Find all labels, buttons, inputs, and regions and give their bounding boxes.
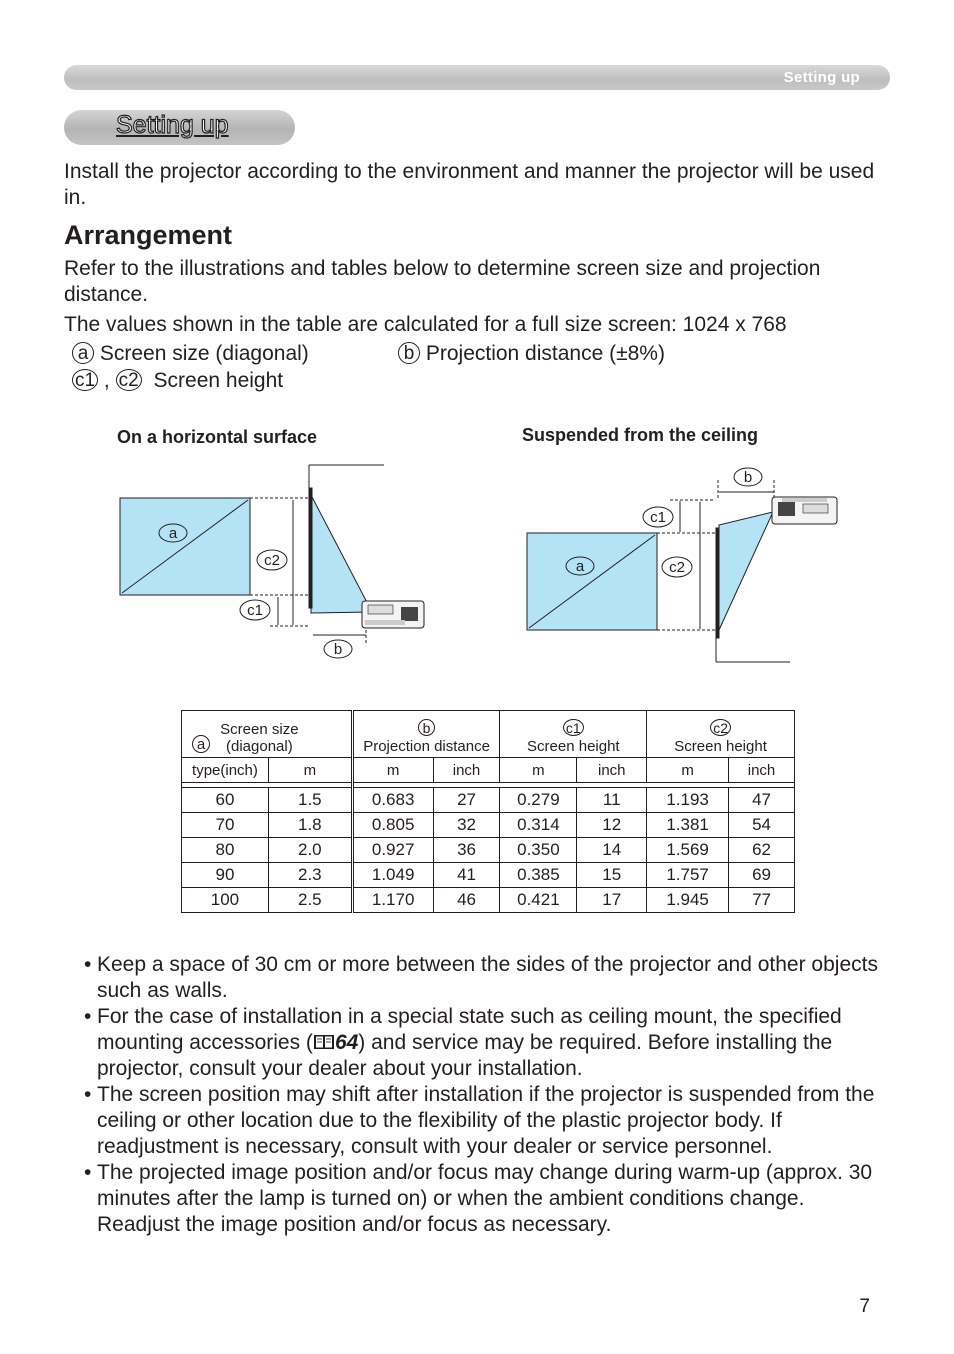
legend-c2-mark: c2 [116,369,142,391]
table-cell: 1.569 [647,838,729,863]
page-number: 7 [859,1296,870,1317]
table-cell: 60 [182,788,269,813]
page-reference-link[interactable]: 64 [334,1031,359,1054]
table-cell: 36 [433,838,500,863]
ceiling-diagram [520,460,850,670]
table-header-screen-size [182,711,353,758]
unit-cell: inch [729,758,795,783]
table-c2-title: Screen height [674,738,767,755]
note-item [84,1082,884,1160]
note-text: For the case of installation in a special state such as ceiling mount, the specified mounting accessories ( [97,1005,842,1054]
legend-b [398,341,665,367]
legend-b-text: Projection distance (±8%) [425,342,665,365]
note-item [84,952,884,1004]
table-cell: 1.381 [647,813,729,838]
table-cell: 41 [433,863,500,888]
table-a-title: Screen size [220,721,299,738]
table-cell: 1.170 [352,888,433,913]
horizontal-screen-edge [309,488,312,608]
book-icon [313,1033,335,1051]
table-cell: 70 [182,813,269,838]
legend-a-text: Screen size (diagonal) [99,342,309,365]
legend-a-mark: a [72,342,94,364]
horizontal-label-a: a [168,525,178,542]
ceiling-label-c1: c1 [650,509,666,526]
table-header-projection-distance [352,711,500,758]
running-header-label: Setting up [783,69,860,86]
table-c2-mark: c2 [710,719,731,736]
table-cell: 2.3 [268,863,352,888]
ceiling-label-a: a [575,558,585,575]
table-cell: 77 [729,888,795,913]
legend-b-mark: b [398,342,420,364]
table-cell: 0.314 [500,813,577,838]
legend-comma: , [103,369,110,392]
table-cell: 11 [577,788,647,813]
ceiling-label-b: b [743,469,753,486]
legend-c1-mark: c1 [72,369,98,391]
table-row [182,788,795,813]
note-text: ) and service may be required. Before installing the projector, consult your dealer about your installation. [97,1031,833,1080]
table-header-c1 [500,711,647,758]
table-cell: 14 [577,838,647,863]
table-cell: 2.0 [268,838,352,863]
table-cell: 15 [577,863,647,888]
table-b-title: Projection distance [363,738,490,755]
table-row [182,813,795,838]
table-cell: 0.421 [500,888,577,913]
table-cell: 27 [433,788,500,813]
table-cell: 0.279 [500,788,577,813]
table-header-c2 [647,711,795,758]
ceiling-screen-edge [716,528,719,638]
legend-a [72,341,309,367]
table-cell: 0.805 [352,813,433,838]
horizontal-projection-beam [311,495,372,613]
unit-cell: inch [433,758,500,783]
table-cell: 0.350 [500,838,577,863]
table-cell: 90 [182,863,269,888]
legend-c-text: Screen height [153,369,284,392]
table-c1-mark: c1 [563,719,584,736]
table-row [182,888,795,913]
table-a-sub: (diagonal) [226,738,293,755]
table-cell: 32 [433,813,500,838]
unit-cell: type(inch) [182,758,269,783]
note-text: The screen position may shift after installation if the projector is suspended from the ceiling or other location due to the flexibility of the plastic projector body. If readjustment is necessary, consult with your dealer or service personnel. [97,1083,875,1158]
ceiling-projector [772,497,837,524]
table-row [182,838,795,863]
legend-c [72,368,283,394]
ceiling-projection-beam [719,512,773,630]
table-cell: 17 [577,888,647,913]
horizontal-label-c2: c2 [264,552,280,569]
bullet-marker: • [84,1005,92,1028]
table-cell: 0.927 [352,838,433,863]
table-cell: 1.193 [647,788,729,813]
intro-paragraph: Install the projector according to the environment and manner the projector will be used in. [64,160,875,209]
unit-cell: inch [577,758,647,783]
unit-cell: m [647,758,729,783]
table-cell: 1.8 [268,813,352,838]
table-cell: 12 [577,813,647,838]
unit-cell: m [500,758,577,783]
bullet-marker: • [84,1161,92,1184]
section-title: Setting up [116,111,229,139]
figure-horizontal-title: On a horizontal surface [117,427,318,447]
table-cell: 46 [433,888,500,913]
unit-cell: m [352,758,433,783]
unit-cell: m [268,758,352,783]
table-units-row [182,758,795,783]
note-item [84,1004,884,1082]
table-cell: 1.049 [352,863,433,888]
ceiling-label-c2: c2 [669,559,685,576]
horizontal-projector [362,601,424,628]
table-cell: 80 [182,838,269,863]
table-cell: 100 [182,888,269,913]
note-text: The projected image position and/or focus may change during warm-up (approx. 30 minutes after the lamp is turned on) or when the ambient conditions change. Readjust the image position and/or focus as necessary. [97,1161,873,1236]
table-cell: 0.385 [500,863,577,888]
table-cell: 1.5 [268,788,352,813]
horizontal-label-b: b [333,641,343,658]
table-cell: 0.683 [352,788,433,813]
arrangement-heading: Arrangement [64,220,233,250]
table-cell: 1.757 [647,863,729,888]
table-c1-title: Screen height [527,738,620,755]
table-cell: 54 [729,813,795,838]
figure-ceiling-title: Suspended from the ceiling [522,425,759,445]
table-cell: 62 [729,838,795,863]
table-b-mark: b [418,719,435,736]
table-cell: 47 [729,788,795,813]
projection-distance-table [181,710,795,913]
table-row [182,863,795,888]
arrangement-paragraph-2: The values shown in the table are calculated for a full size screen: 1024 x 768 [64,313,787,336]
bullet-marker: • [84,1083,92,1106]
table-group-header-row [182,711,795,758]
bullet-marker: • [84,953,92,976]
notes-list [84,952,884,1238]
note-item [84,1160,884,1238]
horizontal-surface-diagram [110,455,440,670]
table-cell: 69 [729,863,795,888]
table-cell: 2.5 [268,888,352,913]
table-cell: 1.945 [647,888,729,913]
arrangement-paragraph-1: Refer to the illustrations and tables below to determine screen size and projection distance. [64,257,821,306]
horizontal-label-c1: c1 [247,602,263,619]
note-text: Keep a space of 30 cm or more between the sides of the projector and other objects such as walls. [97,953,878,1002]
running-header [64,65,890,90]
table-a-mark: a [192,735,210,753]
section-title-pill [64,110,295,145]
